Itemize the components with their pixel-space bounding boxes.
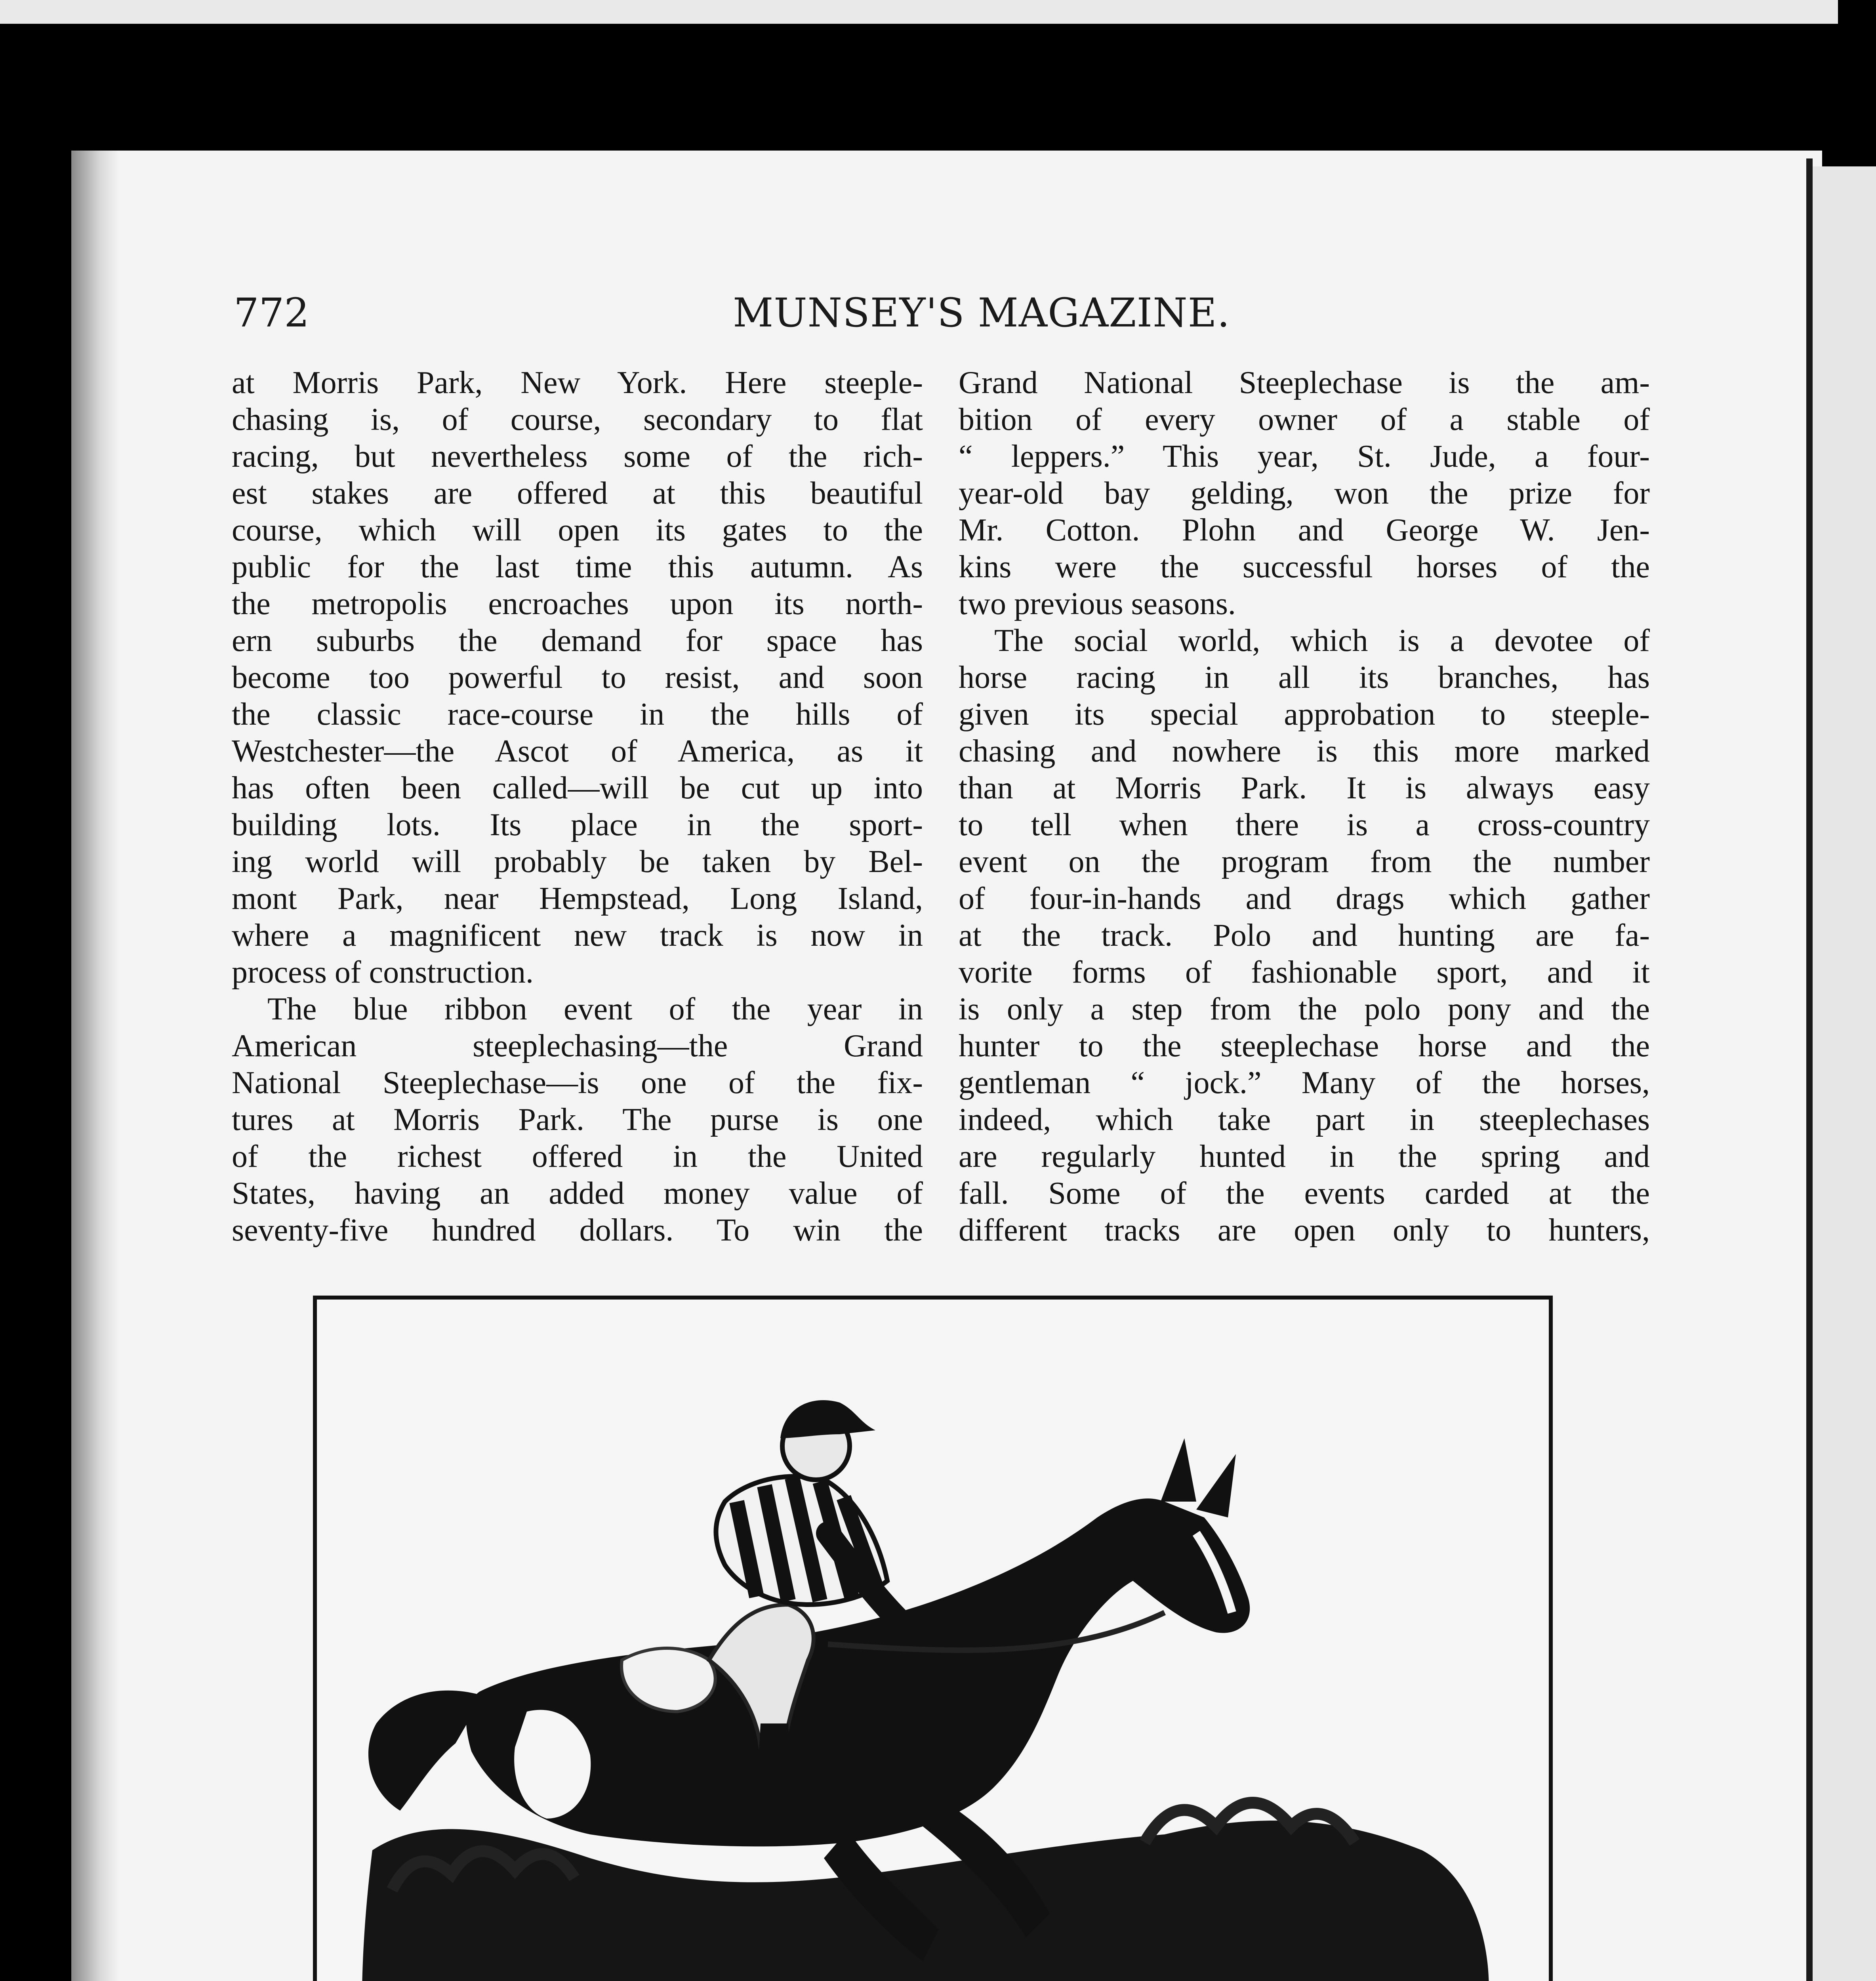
text-line: given its special approbation to steeple-: [959, 697, 1650, 732]
text-line: is only a step from the polo pony and the: [959, 992, 1650, 1027]
text-line: tures at Morris Park. The purse is one: [232, 1102, 923, 1137]
text-line: seventy-five hundred dollars. To win the: [232, 1213, 923, 1248]
text-line: ing world will probably be taken by Bel-: [232, 844, 923, 879]
text-line: Mr. Cotton. Plohn and George W. Jen-: [959, 513, 1650, 548]
jockey-boot: [757, 1723, 792, 1795]
text-line: kins were the successful horses of the: [959, 550, 1650, 584]
text-line: fall. Some of the events carded at the: [959, 1176, 1650, 1211]
page-fold-line: [1806, 158, 1813, 1981]
text-line: two previous seasons.: [959, 586, 1236, 621]
text-line: at Morris Park, New York. Here steeple-: [232, 365, 923, 400]
text-line: indeed, which take part in steeplechases: [959, 1102, 1650, 1137]
previous-page-edge: [0, 0, 1838, 24]
text-line: building lots. Its place in the sport-: [232, 807, 923, 842]
page-gutter-shadow: [71, 151, 119, 1981]
text-line: The blue ribbon event of the year in: [267, 992, 923, 1027]
text-line: of four-in-hands and drags which gather: [959, 881, 1650, 916]
running-head: MUNSEY'S MAGAZINE.: [733, 290, 1230, 336]
text-line: “ leppers.” This year, St. Jude, a four-: [959, 439, 1650, 474]
text-line: horse racing in all its branches, has: [959, 660, 1650, 695]
text-line: gentleman “ jock.” Many of the horses,: [959, 1065, 1650, 1100]
text-line: racing, but nevertheless some of the rich-: [232, 439, 923, 474]
text-line: American steeplechasing—the Grand: [232, 1029, 923, 1063]
text-line: different tracks are open only to hunters,: [959, 1213, 1650, 1248]
text-line: hunter to the steeplechase horse and the: [959, 1029, 1650, 1063]
text-column-right: [959, 365, 1650, 1249]
text-line: where a magnificent new track is now in: [232, 918, 923, 953]
text-line: Grand National Steeplechase is the am-: [959, 365, 1650, 400]
text-line: of the richest offered in the United: [232, 1139, 923, 1174]
text-line: has often been called—will be cut up into: [232, 771, 923, 805]
text-line: course, which will open its gates to the: [232, 513, 923, 548]
text-line: at the track. Polo and hunting are fa-: [959, 918, 1650, 953]
steeplechase-illustration: [313, 1296, 1553, 1981]
text-line: bition of every owner of a stable of: [959, 402, 1650, 437]
text-line: than at Morris Park. It is always easy: [959, 771, 1650, 805]
facing-page-edge: [1813, 166, 1876, 1981]
text-line: The social world, which is a devotee of: [994, 623, 1650, 658]
text-line: the classic race-course in the hills of: [232, 697, 923, 732]
horse-tail: [368, 1691, 483, 1811]
text-line: Westchester—the Ascot of America, as it: [232, 734, 923, 769]
text-line: are regularly hunted in the spring and: [959, 1139, 1650, 1174]
text-line: National Steeplechase—is one of the fix-: [232, 1065, 923, 1100]
text-line: event on the program from the number: [959, 844, 1650, 879]
text-line: mont Park, near Hempstead, Long Island,: [232, 881, 923, 916]
text-line: States, having an added money value of: [232, 1176, 923, 1211]
text-line: chasing and nowhere is this more marked: [959, 734, 1650, 769]
page-number: 772: [234, 290, 309, 336]
text-line: the metropolis encroaches upon its north-: [232, 586, 923, 621]
text-line: ern suburbs the demand for space has: [232, 623, 923, 658]
text-line: to tell when there is a cross-country: [959, 807, 1650, 842]
text-line: public for the last time this autumn. As: [232, 550, 923, 584]
text-line: process of construction.: [232, 955, 534, 990]
text-line: vorite forms of fashionable sport, and it: [959, 955, 1650, 990]
horse-jumping-drawing: [313, 1296, 1553, 1981]
jockey-cap: [780, 1400, 875, 1438]
text-line: become too powerful to resist, and soon: [232, 660, 923, 695]
text-line: chasing is, of course, secondary to flat: [232, 402, 923, 437]
text-line: year-old bay gelding, won the prize for: [959, 476, 1650, 511]
text-line: est stakes are offered at this beautiful: [232, 476, 923, 511]
text-column-left: [232, 365, 923, 1249]
hedge-shape: [362, 1821, 1489, 1981]
